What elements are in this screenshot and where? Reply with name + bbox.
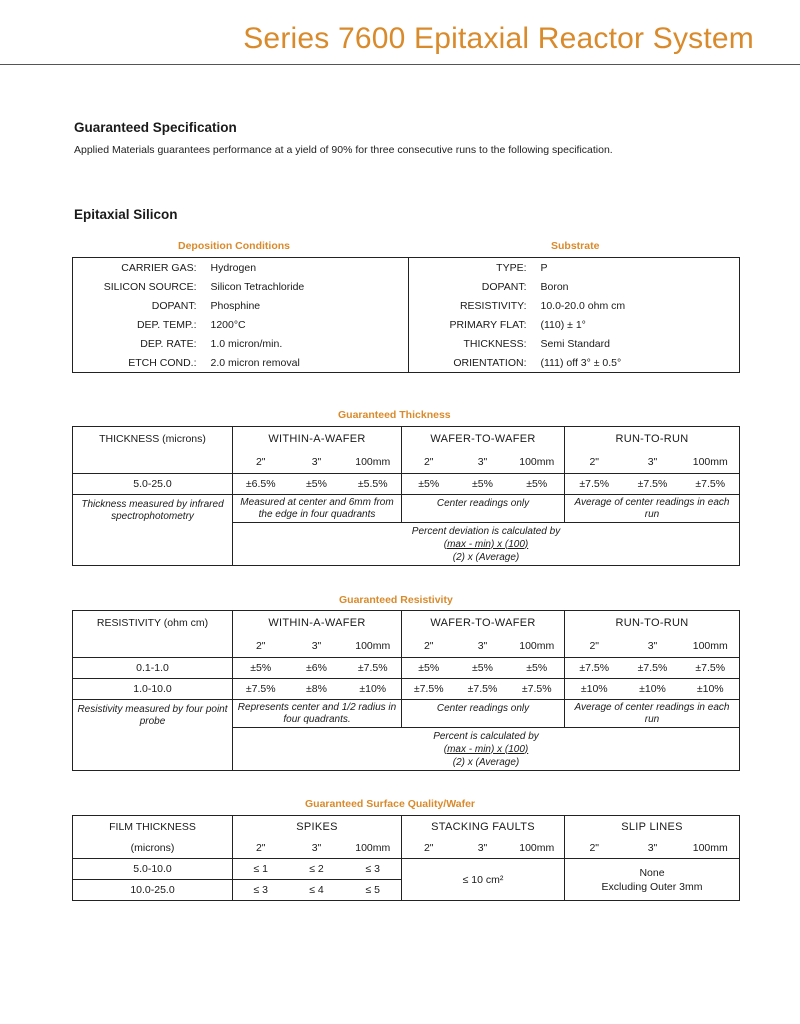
stacking-faults-value: ≤ 10 cm² [402, 859, 565, 901]
cell-value: ±6% [289, 658, 345, 679]
cell-value: ±5% [233, 658, 289, 679]
cell-value: ±10% [682, 679, 740, 700]
notes-row [73, 495, 740, 523]
size-3in: 3" [647, 456, 658, 469]
row-label: 0.1-1.0 [73, 658, 233, 679]
guaranteed-resistivity-caption: Guaranteed Resistivity [339, 594, 453, 606]
cell-value: ±7.5% [682, 658, 740, 679]
dep-key: SILICON SOURCE: [103, 280, 197, 293]
dep-value: 1.0 micron/min. [207, 334, 409, 353]
group-wafer-to-wafer: WAFER-TO-WAFER [402, 611, 565, 636]
cell-value: ±5% [510, 474, 565, 495]
group-within-a-wafer: WITHIN-A-WAFER [233, 427, 402, 452]
spike-value: ≤ 3 [233, 880, 289, 901]
thickness-table [72, 426, 740, 566]
wafer-to-wafer-note: Center readings only [402, 700, 565, 728]
cell-value: ±7.5% [565, 658, 624, 679]
group-run-to-run: RUN-TO-RUN [565, 611, 740, 636]
sub-value: 10.0-20.0 ohm cm [540, 299, 626, 312]
size-100mm: 100mm [682, 451, 740, 473]
guaranteed-spec-heading: Guaranteed Specification [74, 120, 237, 135]
col-header-resistivity: RESISTIVITY (ohm cm) [73, 611, 233, 658]
group-run-to-run: RUN-TO-RUN [565, 427, 740, 452]
cell-value: ±6.5% [233, 474, 289, 495]
table-row [73, 353, 740, 373]
dep-value: 1200°C [207, 315, 409, 334]
spike-value: ≤ 5 [345, 880, 402, 901]
cell-value: ±10% [345, 679, 402, 700]
size-2in: 2" [423, 640, 434, 653]
dep-key: CARRIER GAS: [121, 261, 197, 274]
run-to-run-note: Average of center readings in each run [565, 700, 740, 728]
sub-key: ORIENTATION: [453, 356, 527, 369]
spike-value: ≤ 2 [289, 859, 345, 880]
dep-value: Hydrogen [207, 258, 409, 278]
dep-value: Phosphine [207, 296, 409, 315]
resistivity-table [72, 610, 740, 771]
guaranteed-spec-text: Applied Materials guarantees performance at a yield of 90% for three consecutive runs to the following specification. [74, 144, 613, 156]
cell-value: ±7.5% [682, 474, 740, 495]
size-3in: 3" [311, 640, 322, 653]
sub-key: THICKNESS: [463, 337, 527, 350]
sub-value: P [540, 261, 548, 274]
measurement-note: Resistivity measured by four point probe [73, 700, 233, 771]
deviation-formula [233, 523, 740, 566]
sub-key: DOPANT: [481, 280, 527, 293]
size-3in: 3" [477, 842, 488, 854]
slip-lines-line: None [639, 866, 665, 879]
cell-value: ±7.5% [624, 658, 682, 679]
table-row [73, 658, 740, 679]
table-row [73, 258, 740, 278]
size-3in: 3" [477, 640, 488, 653]
size-3in: 3" [477, 456, 488, 469]
cell-value: ±7.5% [624, 474, 682, 495]
size-2in: 2" [589, 456, 600, 469]
page-title: Series 7600 Epitaxial Reactor System [243, 22, 754, 55]
spike-value: ≤ 4 [289, 880, 345, 901]
table-row [73, 679, 740, 700]
size-100mm: 100mm [682, 838, 740, 859]
cell-value: ±5% [289, 474, 345, 495]
row-label: 5.0-10.0 [73, 859, 233, 880]
table-row [73, 334, 740, 353]
sub-value: Semi Standard [540, 337, 610, 350]
cell-value: ±5.5% [345, 474, 402, 495]
cell-value: ±7.5% [233, 679, 289, 700]
within-wafer-note: Measured at center and 6mm from the edge in four quadrants [233, 495, 402, 523]
cell-value: ±5% [510, 658, 565, 679]
table-row [73, 859, 740, 880]
size-100mm: 100mm [682, 635, 740, 657]
dep-key: ETCH COND.: [128, 356, 197, 369]
surface-quality-table [72, 815, 740, 901]
size-3in: 3" [647, 640, 658, 653]
epitaxial-silicon-heading: Epitaxial Silicon [74, 207, 178, 222]
formula-denominator: (2) x (Average) [452, 551, 520, 563]
table-header-row [73, 611, 740, 636]
wafer-to-wafer-note: Center readings only [402, 495, 565, 523]
col-header-microns: (microns) [73, 838, 233, 859]
formula-denominator: (2) x (Average) [452, 756, 520, 768]
cell-value: ±10% [565, 679, 624, 700]
sub-value: (110) ± 1° [540, 318, 586, 331]
dep-key: DEP. TEMP.: [136, 318, 197, 331]
deviation-formula [233, 728, 740, 771]
size-2in: 2" [255, 640, 266, 653]
cell-value: ±5% [456, 474, 510, 495]
dep-value: 2.0 micron removal [207, 353, 409, 373]
within-wafer-note: Represents center and 1/2 radius in four quadrants. [233, 700, 402, 728]
slip-lines-line: Excluding Outer 3mm [601, 880, 703, 893]
cell-value: ±8% [289, 679, 345, 700]
table-row [73, 296, 740, 315]
size-100mm: 100mm [510, 635, 565, 657]
group-slip-lines: SLIP LINES [565, 816, 740, 839]
cell-value: ±10% [624, 679, 682, 700]
cell-value: ±5% [402, 474, 456, 495]
size-2in: 2" [255, 842, 266, 854]
slip-lines-value [565, 859, 740, 901]
group-stacking-faults: STACKING FAULTS [402, 816, 565, 839]
dep-key: DOPANT: [151, 299, 197, 312]
cell-value: ±5% [456, 658, 510, 679]
deposition-conditions-caption: Deposition Conditions [178, 240, 290, 252]
sub-key: TYPE: [496, 261, 527, 274]
formula-numerator-text: (max - min) x (100) [443, 743, 529, 755]
size-2in: 2" [423, 456, 434, 469]
cell-value: ±7.5% [565, 474, 624, 495]
formula-numerator [237, 743, 735, 756]
cell-value: ±7.5% [345, 658, 402, 679]
size-3in: 3" [647, 842, 658, 854]
guaranteed-surface-quality-caption: Guaranteed Surface Quality/Wafer [305, 798, 475, 810]
sub-value: (111) off 3° ± 0.5° [540, 356, 622, 369]
cell-value: ±7.5% [456, 679, 510, 700]
table-row [73, 315, 740, 334]
size-100mm: 100mm [510, 451, 565, 473]
table-row [73, 277, 740, 296]
cell-value: ±7.5% [510, 679, 565, 700]
measurement-note: Thickness measured by infrared spectrophotometry [73, 495, 233, 566]
sub-value: Boron [540, 280, 569, 293]
formula-numerator [237, 538, 735, 551]
spike-value: ≤ 1 [233, 859, 289, 880]
group-spikes: SPIKES [233, 816, 402, 839]
size-row [73, 838, 740, 859]
formula-numerator-text: (max - min) x (100) [443, 538, 529, 550]
col-header-thickness: THICKNESS (microns) [73, 427, 233, 474]
table-header-row [73, 427, 740, 452]
size-2in: 2" [589, 842, 600, 854]
row-label: 10.0-25.0 [73, 880, 233, 901]
dep-value: Silicon Tetrachloride [207, 277, 409, 296]
run-to-run-note: Average of center readings in each run [565, 495, 740, 523]
cell-value: ±7.5% [402, 679, 456, 700]
group-wafer-to-wafer: WAFER-TO-WAFER [402, 427, 565, 452]
size-3in: 3" [311, 456, 322, 469]
row-label: 5.0-25.0 [73, 474, 233, 495]
size-2in: 2" [589, 640, 600, 653]
table-row [73, 474, 740, 495]
group-within-a-wafer: WITHIN-A-WAFER [233, 611, 402, 636]
table-header-row [73, 816, 740, 839]
size-2in: 2" [423, 842, 434, 854]
cell-value: ±5% [402, 658, 456, 679]
guaranteed-thickness-caption: Guaranteed Thickness [338, 409, 451, 421]
size-100mm: 100mm [510, 838, 565, 859]
size-3in: 3" [311, 842, 322, 854]
sub-key: PRIMARY FLAT: [449, 318, 527, 331]
size-2in: 2" [255, 456, 266, 469]
row-label: 1.0-10.0 [73, 679, 233, 700]
title-divider [0, 64, 800, 65]
notes-row [73, 700, 740, 728]
formula-line: Percent deviation is calculated by [411, 525, 561, 537]
col-header-film-thickness: FILM THICKNESS [73, 816, 233, 839]
formula-line: Percent is calculated by [433, 730, 539, 742]
spike-value: ≤ 3 [345, 859, 402, 880]
deposition-substrate-table [72, 257, 740, 373]
size-100mm: 100mm [345, 838, 402, 859]
size-100mm: 100mm [345, 451, 402, 473]
substrate-caption: Substrate [551, 240, 600, 252]
size-100mm: 100mm [345, 635, 402, 657]
sub-key: RESISTIVITY: [459, 299, 527, 312]
dep-key: DEP. RATE: [140, 337, 197, 350]
